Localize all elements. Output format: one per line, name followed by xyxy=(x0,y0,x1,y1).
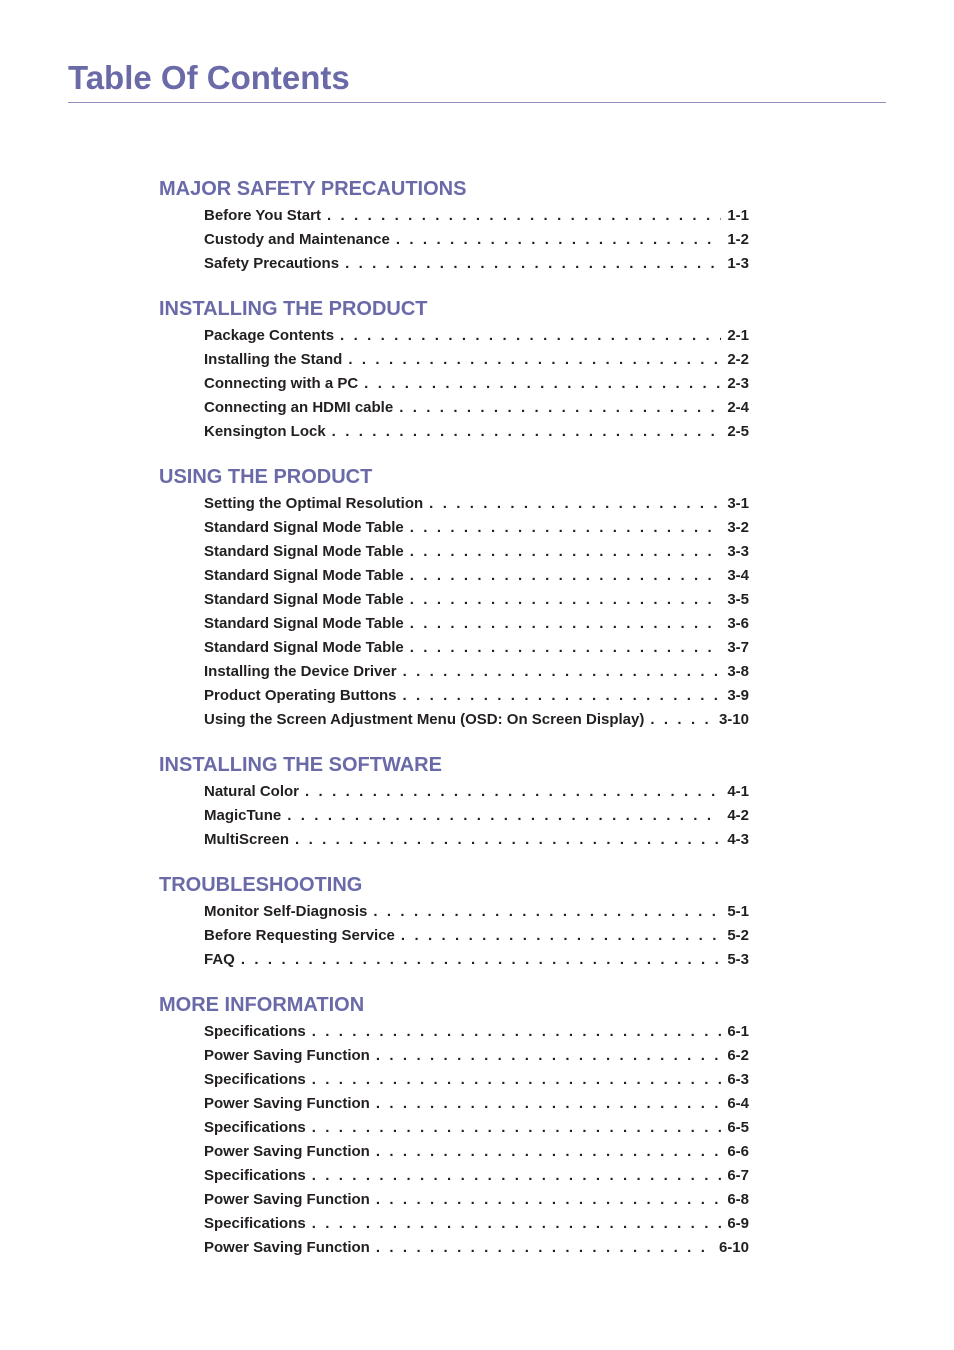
toc-entry-page-number: 6-9 xyxy=(727,1215,749,1232)
toc-entry-label: Standard Signal Mode Table xyxy=(204,519,404,536)
toc-entry[interactable] xyxy=(204,783,749,807)
toc-entry-page-number: 6-4 xyxy=(727,1095,749,1112)
dot-leader xyxy=(373,903,721,920)
section-title: TROUBLESHOOTING xyxy=(159,874,363,896)
toc-entry[interactable] xyxy=(204,903,749,927)
dot-leader xyxy=(348,351,721,368)
toc-entry[interactable] xyxy=(204,1143,749,1167)
toc-section xyxy=(159,296,749,447)
dot-leader xyxy=(345,255,721,272)
toc-entry[interactable] xyxy=(204,255,749,279)
toc-entry-label: Standard Signal Mode Table xyxy=(204,639,404,656)
toc-entry-page-number: 1-2 xyxy=(727,231,749,248)
toc-entry-page-number: 6-2 xyxy=(727,1047,749,1064)
toc-entry[interactable] xyxy=(204,663,749,687)
toc-entry-list xyxy=(204,327,749,447)
toc-entry-page-number: 2-2 xyxy=(727,351,749,368)
toc-entry-page-number: 1-1 xyxy=(727,207,749,224)
toc-entry-label: Specifications xyxy=(204,1215,306,1232)
dot-leader xyxy=(403,663,722,680)
toc-entry[interactable] xyxy=(204,687,749,711)
toc-entry[interactable] xyxy=(204,423,749,447)
toc-entry[interactable] xyxy=(204,1167,749,1191)
toc-entry[interactable] xyxy=(204,951,749,975)
dot-leader xyxy=(376,1095,721,1112)
toc-entry[interactable] xyxy=(204,807,749,831)
toc-entry-list xyxy=(204,495,749,735)
toc-entry[interactable] xyxy=(204,327,749,351)
toc-section xyxy=(159,872,749,975)
toc-entry-label: MagicTune xyxy=(204,807,282,824)
toc-entry-label: Specifications xyxy=(204,1071,306,1088)
dot-leader xyxy=(396,231,721,248)
toc-entry-page-number: 6-7 xyxy=(727,1167,749,1184)
toc-entry[interactable] xyxy=(204,639,749,663)
dot-leader xyxy=(403,687,722,704)
toc-entry[interactable] xyxy=(204,375,749,399)
toc-entry[interactable] xyxy=(204,495,749,519)
toc-entry-list xyxy=(204,903,749,975)
toc-entry-label: Safety Precautions xyxy=(204,255,340,272)
toc-entry[interactable] xyxy=(204,831,749,855)
toc-entry[interactable] xyxy=(204,711,749,735)
toc-entry-label: Package Contents xyxy=(204,327,335,344)
toc-entry-page-number: 4-3 xyxy=(727,831,749,848)
section-title: USING THE PRODUCT xyxy=(159,466,373,488)
section-title: MORE INFORMATION xyxy=(159,994,365,1016)
toc-entry-label: Setting the Optimal Resolution xyxy=(204,495,424,512)
toc-entry[interactable] xyxy=(204,1191,749,1215)
toc-entry-label: Standard Signal Mode Table xyxy=(204,591,404,608)
title-divider xyxy=(68,102,886,103)
toc-entry-page-number: 3-10 xyxy=(718,711,749,728)
toc-entry-label: Standard Signal Mode Table xyxy=(204,567,404,584)
toc-entry-label: Specifications xyxy=(204,1167,306,1184)
toc-entry[interactable] xyxy=(204,591,749,615)
page-title: Table Of Contents xyxy=(68,59,350,96)
toc-entry-page-number: 3-4 xyxy=(727,567,749,584)
toc-entry-label: Specifications xyxy=(204,1119,306,1136)
toc-entry-label: Kensington Lock xyxy=(204,423,326,440)
section-title: INSTALLING THE SOFTWARE xyxy=(159,754,442,776)
toc-section xyxy=(159,176,749,279)
toc-entry[interactable] xyxy=(204,567,749,591)
toc-entry-page-number: 3-5 xyxy=(727,591,749,608)
dot-leader xyxy=(241,951,721,968)
toc-entry-label: Monitor Self-Diagnosis xyxy=(204,903,368,920)
toc-entry-label: Custody and Maintenance xyxy=(204,231,390,248)
dot-leader xyxy=(312,1215,722,1232)
toc-entry-label: Installing the Device Driver xyxy=(204,663,397,680)
toc-entry-page-number: 2-1 xyxy=(727,327,749,344)
dot-leader xyxy=(327,207,721,224)
section-title: INSTALLING THE PRODUCT xyxy=(159,298,428,320)
dot-leader xyxy=(287,807,721,824)
dot-leader xyxy=(332,423,722,440)
toc-entry-label: Installing the Stand xyxy=(204,351,343,368)
toc-entry[interactable] xyxy=(204,927,749,951)
toc-entry-page-number: 3-8 xyxy=(727,663,749,680)
dot-leader xyxy=(376,1047,721,1064)
toc-entry-label: Product Operating Buttons xyxy=(204,687,397,704)
toc-section xyxy=(159,992,749,1263)
toc-entry[interactable] xyxy=(204,231,749,255)
dot-leader xyxy=(364,375,721,392)
toc-entry-page-number: 6-3 xyxy=(727,1071,749,1088)
dot-leader xyxy=(312,1023,722,1040)
toc-entry-page-number: 3-2 xyxy=(727,519,749,536)
dot-leader xyxy=(650,711,713,728)
toc-entry-label: Power Saving Function xyxy=(204,1239,370,1256)
toc-entry-page-number: 5-2 xyxy=(727,927,749,944)
toc-entry[interactable] xyxy=(204,519,749,543)
toc-entry-page-number: 1-3 xyxy=(727,255,749,272)
section-title: MAJOR SAFETY PRECAUTIONS xyxy=(159,178,467,200)
dot-leader xyxy=(410,519,722,536)
toc-entry-page-number: 3-7 xyxy=(727,639,749,656)
toc-section xyxy=(159,464,749,735)
toc-entry-list xyxy=(204,207,749,279)
toc-section xyxy=(159,752,749,855)
toc-entry[interactable] xyxy=(204,399,749,423)
toc-entry-page-number: 2-5 xyxy=(727,423,749,440)
toc-entry-page-number: 6-8 xyxy=(727,1191,749,1208)
toc-entry-list xyxy=(204,783,749,855)
dot-leader xyxy=(410,591,722,608)
toc-entry-label: Power Saving Function xyxy=(204,1047,370,1064)
toc-entry-page-number: 2-3 xyxy=(727,375,749,392)
toc-entry[interactable] xyxy=(204,351,749,375)
toc-entry-page-number: 5-3 xyxy=(727,951,749,968)
dot-leader xyxy=(376,1239,713,1256)
toc-entry-label: Natural Color xyxy=(204,783,300,800)
toc-entry-label: Standard Signal Mode Table xyxy=(204,615,404,632)
toc-entry-label: MultiScreen xyxy=(204,831,290,848)
toc-entry[interactable] xyxy=(204,207,749,231)
toc-entry[interactable] xyxy=(204,1047,749,1071)
toc-entry-page-number: 4-1 xyxy=(727,783,749,800)
toc-entry[interactable] xyxy=(204,615,749,639)
dot-leader xyxy=(410,567,722,584)
toc-entry-label: Connecting with a PC xyxy=(204,375,359,392)
toc-entry-page-number: 6-10 xyxy=(718,1239,749,1256)
dot-leader xyxy=(429,495,721,512)
toc-entry-page-number: 6-6 xyxy=(727,1143,749,1160)
toc-entry-page-number: 5-1 xyxy=(727,903,749,920)
toc-entry-label: Power Saving Function xyxy=(204,1095,370,1112)
dot-leader xyxy=(410,615,722,632)
dot-leader xyxy=(376,1143,721,1160)
dot-leader xyxy=(410,543,722,560)
toc-entry-page-number: 3-3 xyxy=(727,543,749,560)
toc-entry[interactable] xyxy=(204,1071,749,1095)
toc-entry[interactable] xyxy=(204,1239,749,1263)
toc-entry-label: Before Requesting Service xyxy=(204,927,395,944)
table-of-contents xyxy=(159,176,749,1280)
toc-entry-page-number: 3-9 xyxy=(727,687,749,704)
toc-entry-label: Using the Screen Adjustment Menu (OSD: On Screen Display) xyxy=(204,711,645,728)
dot-leader xyxy=(312,1119,722,1136)
toc-entry-label: Power Saving Function xyxy=(204,1191,370,1208)
toc-entry[interactable] xyxy=(204,1119,749,1143)
toc-entry-page-number: 3-6 xyxy=(727,615,749,632)
dot-leader xyxy=(305,783,721,800)
toc-entry-label: Connecting an HDMI cable xyxy=(204,399,394,416)
dot-leader xyxy=(401,927,721,944)
toc-entry-label: Before You Start xyxy=(204,207,321,224)
toc-entry-page-number: 4-2 xyxy=(727,807,749,824)
dot-leader xyxy=(399,399,721,416)
toc-entry-page-number: 6-1 xyxy=(727,1023,749,1040)
toc-entry[interactable] xyxy=(204,1023,749,1047)
dot-leader xyxy=(376,1191,721,1208)
toc-entry-page-number: 2-4 xyxy=(727,399,749,416)
dot-leader xyxy=(410,639,722,656)
dot-leader xyxy=(312,1167,722,1184)
toc-entry-label: Power Saving Function xyxy=(204,1143,370,1160)
toc-entry-page-number: 3-1 xyxy=(727,495,749,512)
dot-leader xyxy=(340,327,721,344)
toc-entry[interactable] xyxy=(204,1095,749,1119)
toc-entry[interactable] xyxy=(204,1215,749,1239)
toc-entry-page-number: 6-5 xyxy=(727,1119,749,1136)
toc-entry-label: Specifications xyxy=(204,1023,306,1040)
toc-entry-label: FAQ xyxy=(204,951,235,968)
dot-leader xyxy=(312,1071,722,1088)
toc-entry-label: Standard Signal Mode Table xyxy=(204,543,404,560)
dot-leader xyxy=(295,831,721,848)
toc-entry-list xyxy=(204,1023,749,1263)
toc-entry[interactable] xyxy=(204,543,749,567)
